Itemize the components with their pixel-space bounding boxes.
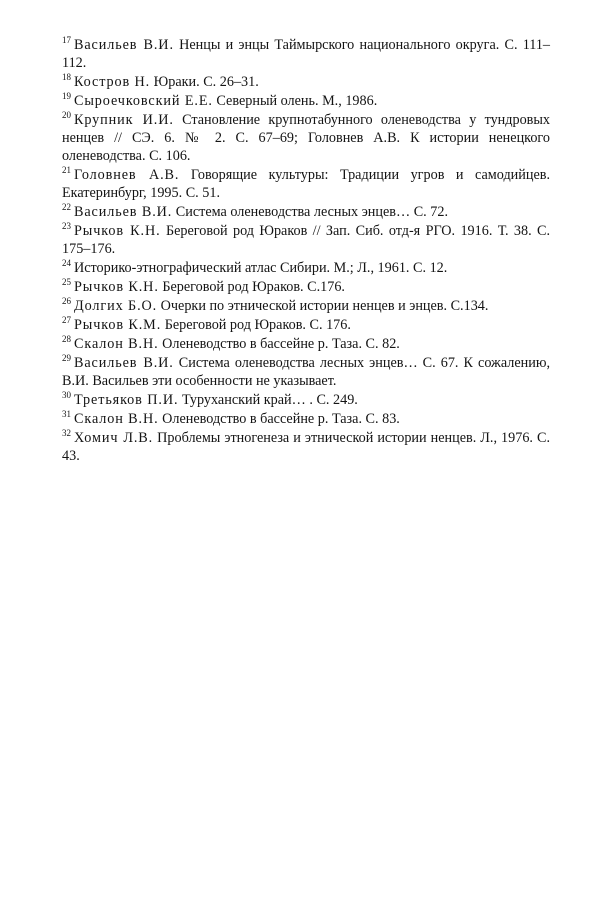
footnote-number: 27 — [62, 315, 71, 326]
footnote-number: 25 — [62, 277, 71, 288]
footnote-author: Костров Н. — [74, 74, 151, 90]
footnote-text: Северный олень. М., 1986. — [216, 93, 378, 109]
footnote-text: Система оленеводства лесных энцев… С. 72. — [175, 204, 448, 220]
footnote-number: 31 — [62, 409, 71, 420]
footnote-text: Юраки. С. 26–31. — [153, 74, 259, 90]
footnote — [62, 297, 550, 315]
footnote — [62, 166, 550, 202]
footnote-text: Береговой род Юраков // Зап. Сиб. отд-я РГО. 1916. Т. 38. С. 175–176. — [62, 223, 551, 257]
footnote — [62, 203, 550, 221]
footnote-text: Историко-этнографический атлас Сибири. М.; Л., 1961. С. 12. — [74, 260, 448, 276]
footnote-author: Хомич Л.В. — [74, 430, 154, 446]
footnote — [62, 73, 550, 91]
footnote-author: Васильев В.И. — [74, 37, 174, 53]
footnote-number: 18 — [62, 72, 71, 83]
footnote-author: Скалон В.Н. — [74, 411, 159, 427]
footnote-text: Туруханский край… . С. 249. — [181, 392, 358, 408]
footnote-text: Оленеводство в бассейне р. Таза. С. 83. — [162, 411, 400, 427]
footnote-number: 26 — [62, 296, 71, 307]
footnote-number: 30 — [62, 390, 71, 401]
footnote-number: 20 — [62, 110, 71, 121]
footnotes-list — [62, 36, 550, 466]
footnote — [62, 92, 550, 110]
footnote-number: 29 — [62, 353, 71, 364]
footnote-author: Рычков К.Н. — [74, 223, 161, 239]
footnote-number: 22 — [62, 202, 71, 213]
footnote-text: Оленеводство в бассейне р. Таза. С. 82. — [162, 336, 400, 352]
footnote — [62, 410, 550, 428]
footnote-author: Скалон В.Н. — [74, 336, 159, 352]
footnote-number: 17 — [62, 35, 71, 46]
footnote-author: Васильев В.И. — [74, 355, 174, 371]
footnote — [62, 278, 550, 296]
footnote-number: 24 — [62, 258, 71, 269]
footnote — [62, 259, 550, 277]
footnote — [62, 335, 550, 353]
footnote-number: 23 — [62, 221, 71, 232]
footnote-number: 21 — [62, 165, 71, 176]
footnote — [62, 429, 550, 465]
footnote-number: 32 — [62, 428, 71, 439]
footnote-author: Рычков К.Н. — [74, 279, 159, 295]
footnote-author: Долгих Б.О. — [74, 298, 158, 314]
footnote-author: Рычков К.М. — [74, 317, 162, 333]
footnote-author: Крупник И.И. — [74, 112, 174, 128]
footnote — [62, 111, 550, 165]
footnote-author: Васильев В.И. — [74, 204, 173, 220]
footnote-author: Головнев А.В. — [74, 167, 180, 183]
footnote-number: 19 — [62, 91, 71, 102]
footnote-author: Сыроечковский Е.Е. — [74, 93, 213, 109]
footnote-author: Третьяков П.И. — [74, 392, 179, 408]
footnote-text: Система оленеводства лесных энцев… С. 67. К сожалению, В.И. Васильев эти особенности не указывает. — [62, 355, 550, 389]
footnote-text: Говорящие культуры: Традиции угров и самодийцев. Екатеринбург, 1995. С. 51. — [62, 167, 551, 201]
footnote-text: Береговой род Юраков. С.176. — [162, 279, 345, 295]
footnote-text: Очерки по этнической истории ненцев и энцев. С.134. — [160, 298, 489, 314]
footnote — [62, 36, 550, 72]
footnote-text: Ненцы и энцы Таймырского национального округа. С. 111–112. — [62, 37, 551, 71]
footnote-text: Береговой род Юраков. С. 176. — [164, 317, 351, 333]
footnote — [62, 316, 550, 334]
footnote-text: Проблемы этногенеза и этнической истории ненцев. Л., 1976. С. 43. — [62, 430, 551, 464]
footnote — [62, 391, 550, 409]
footnote — [62, 222, 550, 258]
footnote-text: Становление крупнотабунного оленеводства у тундровых ненцев // СЭ. 6. № 2. С. 67–69; Головнев А.В. К истории ненецкого оленеводства. С. 106. — [62, 112, 550, 164]
footnote-number: 28 — [62, 334, 71, 345]
footnote — [62, 354, 550, 390]
